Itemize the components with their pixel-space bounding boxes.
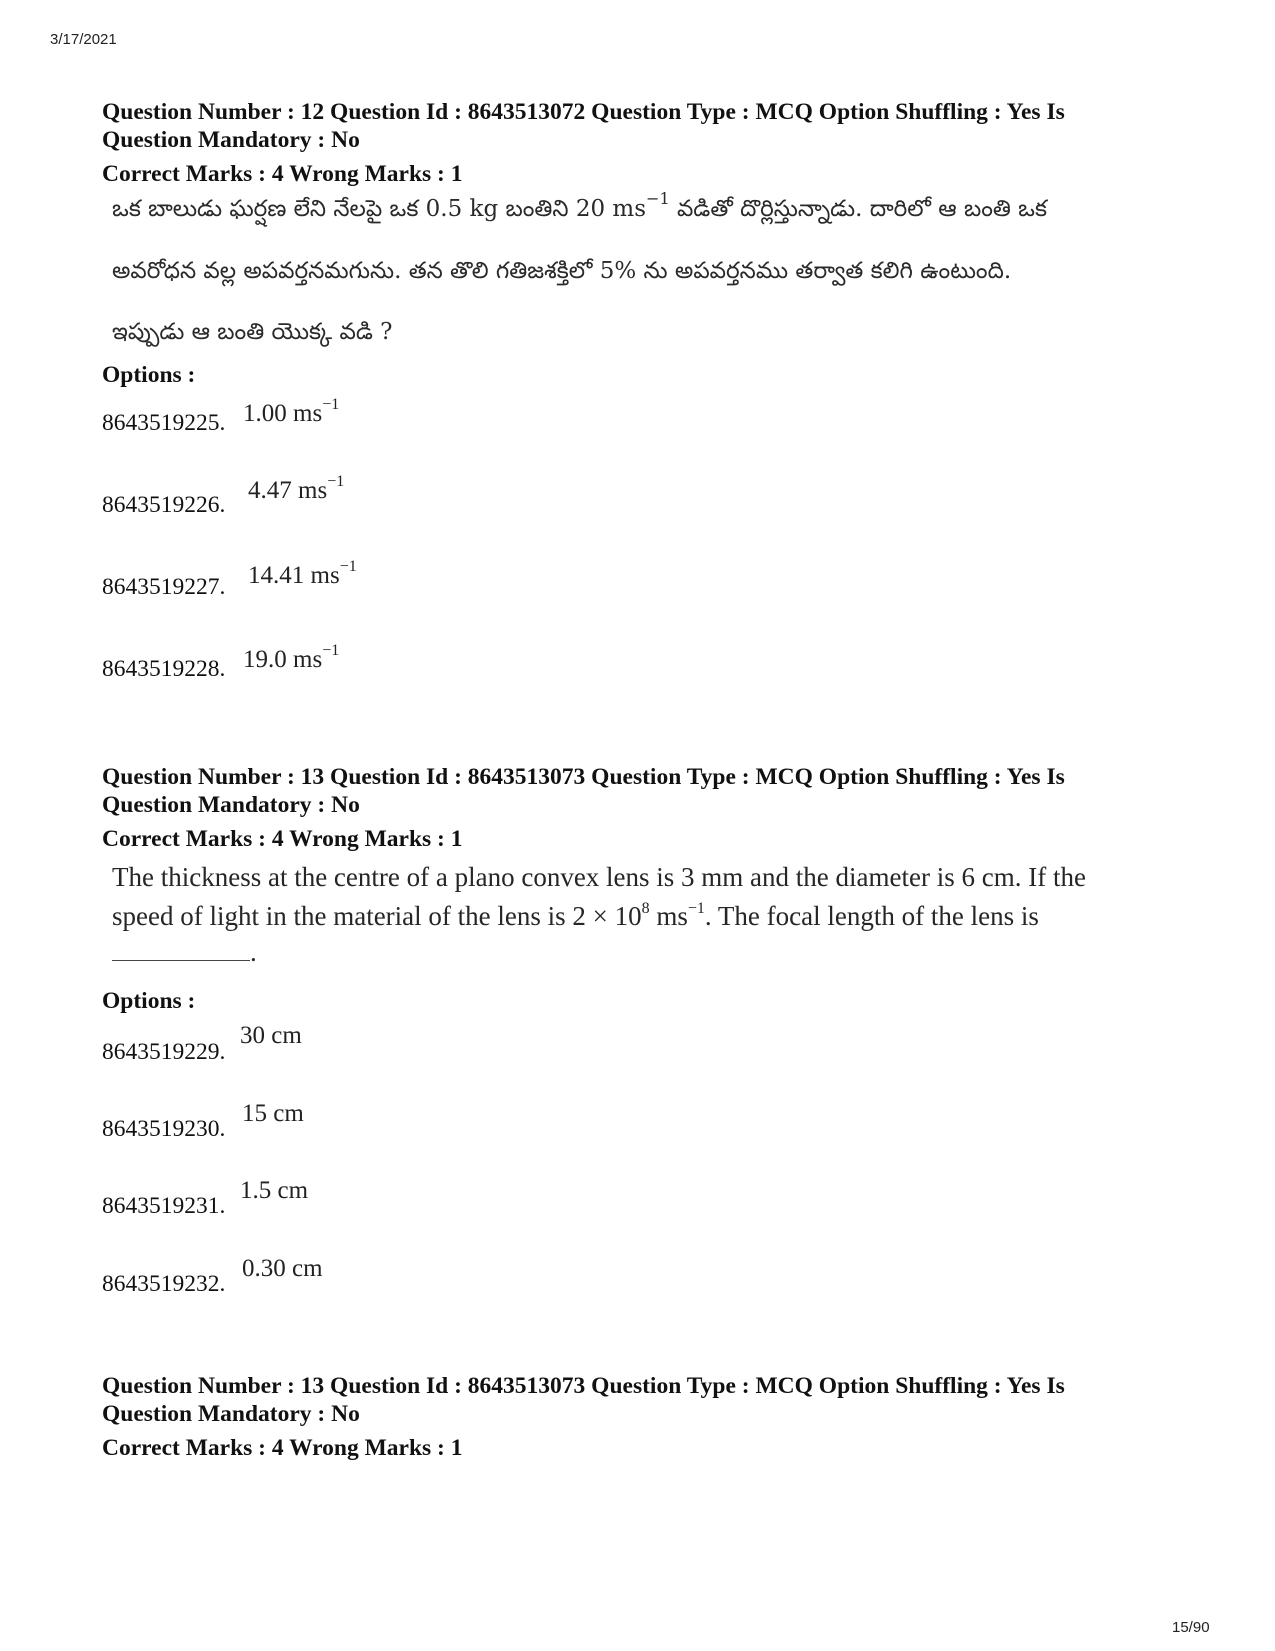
q12-option-id-3: 8643519227. [102, 574, 226, 600]
q12-meta-line1: Question Number : 12 Question Id : 8643513072 Question Type : MCQ Option Shuffling : Yes Is [102, 99, 1065, 125]
q13a-text-line2-sup1: 8 [641, 900, 650, 917]
q12-meta-line2: Question Mandatory : No [102, 127, 360, 153]
q12-option-value-2-text: 4.47 ms [248, 477, 328, 504]
q13a-options-label: Options : [102, 988, 196, 1014]
q12-option-value-1-text: 1.00 ms [243, 400, 323, 427]
q12-options-label: Options : [102, 362, 196, 388]
q13a-text-line2-part2: ms [649, 901, 688, 931]
q12-option-value-3-text: 14.41 ms [248, 562, 340, 589]
q13a-option-id-3: 8643519231. [102, 1193, 226, 1219]
q12-text-line3: ఇప్పుడు ఆ బంతి యొక్క వడి ? [112, 319, 393, 345]
q13a-marks: Correct Marks : 4 Wrong Marks : 1 [102, 826, 463, 852]
q12-option-id-1: 8643519225. [102, 410, 226, 436]
q13a-option-id-4: 8643519232. [102, 1271, 226, 1297]
q12-option-id-2: 8643519226. [102, 492, 226, 518]
q12-option-value-3-sup: −1 [339, 558, 357, 575]
q13b-meta [102, 1372, 1162, 1428]
q12-meta [102, 98, 1162, 154]
q13a-meta-line1: Question Number : 13 Question Id : 8643513073 Question Type : MCQ Option Shuffling : Yes Is [102, 764, 1065, 790]
answer-blank [112, 938, 250, 961]
q12-option-value-3 [248, 558, 357, 590]
q13a-option-value-2: 15 cm [242, 1100, 304, 1127]
q12-text-line1-part1: ఒక బాలుడు ఘర్షణ లేని నేలపై ఒక 0.5 kg బంతిని 20 ms [112, 196, 647, 222]
q13a-option-value-3: 1.5 cm [240, 1177, 309, 1204]
q13a-text-line3-period: . [250, 937, 257, 967]
q13a-option-value-4: 0.30 cm [242, 1255, 323, 1282]
q12-option-value-4-sup: −1 [322, 642, 340, 659]
q12-option-value-4-text: 19.0 ms [243, 646, 323, 673]
q12-text-line2: అవరోధన వల్ల అపవర్తనమగును. తన తొలి గతిజశక్తిలో 5% ను అపవర్తనము తర్వాత కలిగి ఉంటుంది. [112, 258, 1012, 284]
q13a-text-line2 [112, 901, 1192, 932]
page-number: 15/90 [1172, 1619, 1210, 1636]
q13a-meta-line2: Question Mandatory : No [102, 792, 360, 818]
q13b-meta-line2: Question Mandatory : No [102, 1401, 360, 1427]
q12-text-line1-sup: −1 [646, 189, 670, 208]
q12-option-value-2-sup: −1 [327, 473, 345, 490]
q13a-option-id-1: 8643519229. [102, 1039, 226, 1065]
q13b-marks: Correct Marks : 4 Wrong Marks : 1 [102, 1435, 463, 1461]
q12-text-line1 [112, 189, 1192, 228]
q13a-text-line1: The thickness at the centre of a plano convex lens is 3 mm and the diameter is 6 cm. If the [112, 862, 1086, 892]
q13a-option-id-2: 8643519230. [102, 1116, 226, 1142]
q13b-meta-line1: Question Number : 13 Question Id : 8643513073 Question Type : MCQ Option Shuffling : Yes Is [102, 1373, 1065, 1399]
q13a-text-line2-sup2: −1 [687, 900, 705, 917]
q12-option-value-4 [243, 642, 340, 674]
q13a-text-line2-part1: speed of light in the material of the lens is 2 × 10 [112, 901, 642, 931]
print-date: 3/17/2021 [50, 31, 117, 48]
q12-option-value-2 [248, 473, 345, 505]
q13a-option-value-1: 30 cm [240, 1022, 302, 1049]
q13a-text-line2-part3: . The focal length of the lens is [704, 901, 1039, 931]
q12-option-id-4: 8643519228. [102, 656, 226, 682]
q13a-meta [102, 763, 1162, 819]
q12-text-line1-part2: వడితో దొర్లిస్తున్నాడు. దారిలో ఆ బంతి ఒక [669, 196, 1047, 222]
q12-marks: Correct Marks : 4 Wrong Marks : 1 [102, 161, 463, 187]
q12-option-value-1 [243, 396, 340, 428]
q13a-text-line3 [112, 937, 1192, 968]
q12-option-value-1-sup: −1 [322, 396, 340, 413]
